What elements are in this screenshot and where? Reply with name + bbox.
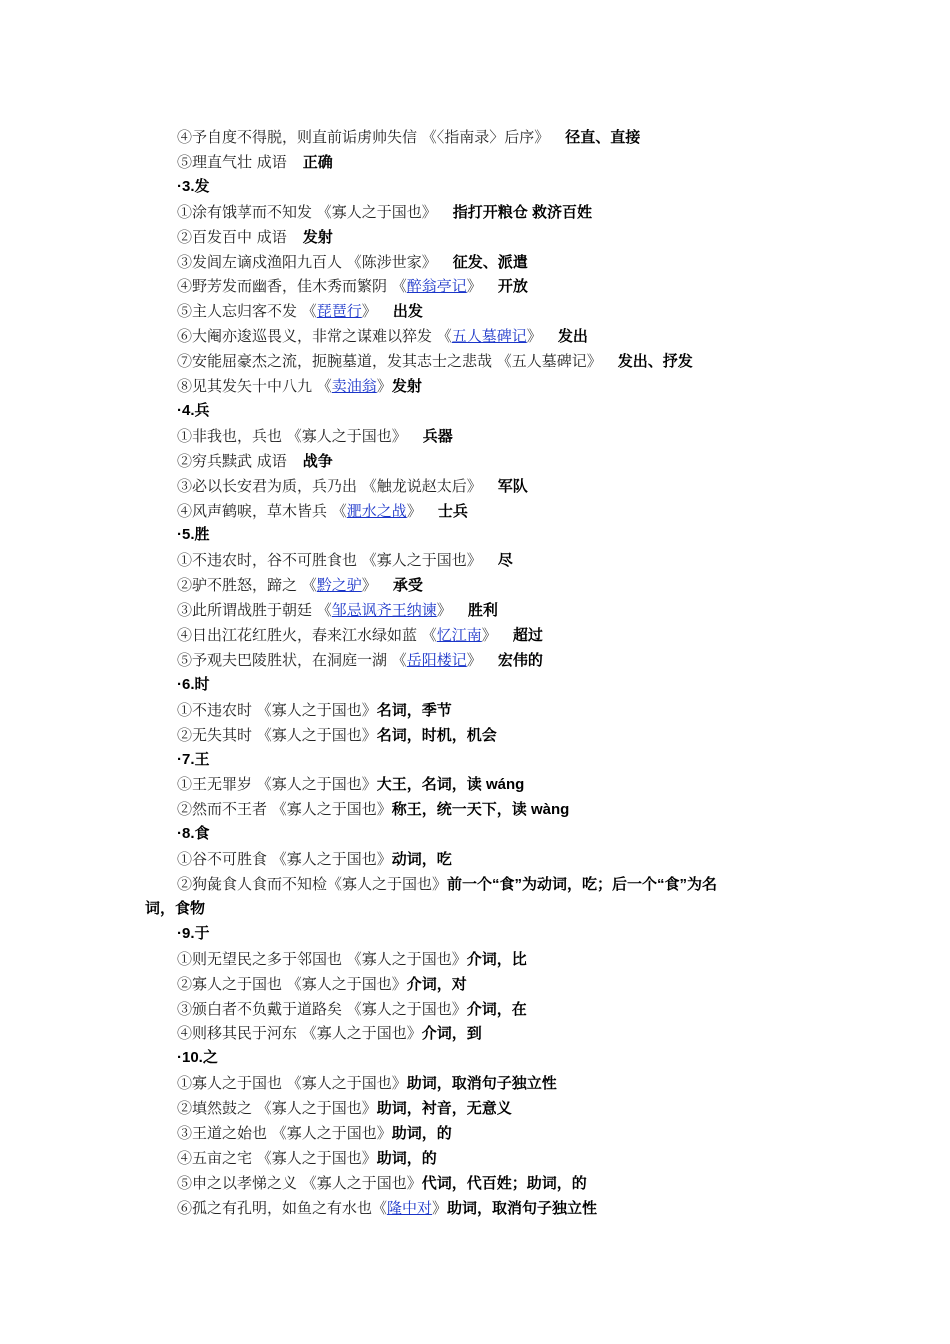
example-text: ③此所谓战胜于朝廷 《	[177, 601, 332, 619]
meaning-text: 名词，季节	[376, 702, 452, 719]
entry-line	[177, 1148, 817, 1169]
meaning-text: 介词，到	[421, 1025, 482, 1042]
source-bracket: 》	[466, 277, 482, 295]
entry-line	[177, 650, 817, 671]
example-text: ①则无望民之多于邻国也 《寡人之于国也》	[177, 950, 467, 968]
entry-line	[177, 351, 817, 372]
meaning-text: 动词，吃	[391, 851, 452, 868]
example-text: ②驴不胜怒，蹄之 《	[177, 576, 317, 594]
entry-line	[177, 1198, 817, 1219]
entry-line	[177, 501, 817, 522]
meaning-text: 发射	[302, 229, 333, 246]
source-bracket: 》	[361, 576, 377, 594]
entry-line	[177, 700, 817, 721]
meaning-text: 助词，衬音，无意义	[376, 1100, 512, 1117]
meaning-text: 发射	[391, 378, 422, 395]
example-text: ⑧见其发矢十中八九 《	[177, 377, 332, 395]
source-link[interactable]: 卖油翁	[331, 377, 377, 395]
entry-line	[177, 849, 817, 870]
example-text: ⑤理直气壮 成语	[177, 153, 287, 171]
entry-line	[177, 202, 817, 223]
meaning-text: 兵器	[422, 428, 453, 445]
entry-line	[177, 575, 817, 596]
entry-line	[177, 1023, 817, 1044]
example-text: ⑤予观夫巴陵胜状，在洞庭一湖 《	[177, 651, 407, 669]
source-link[interactable]: 黔之驴	[316, 576, 362, 594]
meaning-text: 士兵	[437, 503, 468, 520]
example-text: ③发闾左谪戍渔阳九百人 《陈涉世家》	[177, 253, 437, 271]
source-link[interactable]: 醉翁亭记	[406, 277, 467, 295]
entry-line	[177, 426, 817, 447]
example-text: ①寡人之于国也 《寡人之于国也》	[177, 1074, 407, 1092]
example-text: ③王道之始也 《寡人之于国也》	[177, 1124, 392, 1142]
meaning-text: 径直、直接	[565, 129, 641, 146]
meaning-text: 称王，统一天下，读 wàng	[391, 801, 570, 818]
example-text: ②无失其时 《寡人之于国也》	[177, 726, 377, 744]
entry-line	[177, 1098, 817, 1119]
example-text: ③必以长安君为质，兵乃出 《触龙说赵太后》	[177, 477, 482, 495]
entry-line	[177, 252, 817, 273]
example-text: ②百发百中 成语	[177, 228, 287, 246]
meaning-text: 介词，对	[406, 976, 467, 993]
example-text: ②寡人之于国也 《寡人之于国也》	[177, 975, 407, 993]
meaning-text: 开放	[497, 278, 528, 295]
example-text: ①不违农时 《寡人之于国也》	[177, 701, 377, 719]
example-text: ④风声鹤唳，草木皆兵 《	[177, 502, 347, 520]
entry-line	[177, 152, 817, 173]
meaning-text: 助词，取消句子独立性	[447, 1200, 598, 1217]
entry-line	[177, 451, 817, 472]
meaning-text: 承受	[392, 577, 423, 594]
example-text: ⑤申之以孝悌之义 《寡人之于国也》	[177, 1174, 422, 1192]
meaning-text: 尽	[497, 552, 513, 569]
example-text: ②穷兵黩武 成语	[177, 452, 287, 470]
entry-line	[177, 600, 817, 621]
section-heading: ·8.食	[177, 825, 210, 842]
entry-line	[177, 999, 817, 1020]
meaning-text: 介词，在	[466, 1001, 527, 1018]
meaning-text: 助词，取消句子独立性	[406, 1075, 557, 1092]
entry-line	[177, 276, 817, 297]
section-heading: ·5.胜	[177, 526, 210, 543]
example-text: ⑥大阉亦逡巡畏义，非常之谋难以猝发 《	[177, 327, 452, 345]
example-text: ①涂有饿莩而不知发 《寡人之于国也》	[177, 203, 437, 221]
meaning-text: 介词，比	[466, 951, 527, 968]
example-text: ②然而不王者 《寡人之于国也》	[177, 800, 392, 818]
meaning-text: 代词，代百姓；助词，的	[421, 1175, 587, 1192]
example-text: ②狗彘食人食而不知检《寡人之于国也》	[177, 875, 448, 893]
section-heading: ·10.之	[177, 1049, 218, 1066]
source-bracket: 》	[361, 302, 377, 320]
example-text: ④则移其民于河东 《寡人之于国也》	[177, 1024, 422, 1042]
entry-line	[177, 625, 817, 646]
section-heading: ·4.兵	[177, 402, 210, 419]
meaning-text: 宏伟的	[497, 652, 543, 669]
entry-line	[177, 1123, 817, 1144]
source-link[interactable]: 忆江南	[436, 626, 482, 644]
example-text: ④野芳发而幽香，佳木秀而繁阴 《	[177, 277, 407, 295]
entry-line	[177, 874, 817, 895]
meaning-text: 胜利	[467, 602, 498, 619]
section-heading: ·7.王	[177, 751, 210, 768]
source-bracket: 》	[481, 626, 497, 644]
source-bracket: 》	[432, 1199, 448, 1217]
section-heading: ·9.于	[177, 925, 210, 942]
example-text: ④日出江花红胜火，春来江水绿如蓝 《	[177, 626, 437, 644]
entry-line	[177, 974, 817, 995]
entry-line	[177, 725, 817, 746]
example-text: ①谷不可胜食 《寡人之于国也》	[177, 850, 392, 868]
example-text: ①不违农时，谷不可胜食也 《寡人之于国也》	[177, 551, 482, 569]
meaning-text: 前一个“食”为动词，吃；后一个“食”为名	[447, 876, 718, 893]
meaning-text: 大王，名词，读 wáng	[376, 776, 525, 793]
example-text: ⑦安能屈豪杰之流，扼腕墓道，发其志士之悲哉 《五人墓碑记》	[177, 352, 602, 370]
meaning-text: 正确	[302, 154, 333, 171]
meaning-text: 征发、派遣	[452, 254, 528, 271]
source-link[interactable]: 隆中对	[387, 1199, 433, 1217]
meaning-text: 发出、抒发	[617, 353, 693, 370]
source-link[interactable]: 邹忌讽齐王纳谏	[331, 601, 437, 619]
example-text: ①非我也，兵也 《寡人之于国也》	[177, 427, 407, 445]
meaning-text: 超过	[512, 627, 543, 644]
example-text: ⑥孤之有孔明，如鱼之有水也《	[177, 1199, 388, 1217]
source-bracket: 》	[436, 601, 452, 619]
meaning-text: 助词，的	[391, 1125, 452, 1142]
source-link[interactable]: 淝水之战	[346, 502, 407, 520]
source-bracket: 》	[526, 327, 542, 345]
example-text: ④予自度不得脱，则直前诟虏帅失信 《〈指南录〉后序》	[177, 128, 550, 146]
entry-line	[177, 326, 817, 347]
meaning-text: 助词，的	[376, 1150, 437, 1167]
example-text: ⑤主人忘归客不发 《	[177, 302, 317, 320]
source-bracket: 》	[466, 651, 482, 669]
meaning-text: 出发	[392, 303, 423, 320]
example-text: ①王无罪岁 《寡人之于国也》	[177, 775, 377, 793]
source-link[interactable]: 琵琶行	[316, 302, 362, 320]
source-bracket: 》	[376, 377, 392, 395]
source-link[interactable]: 五人墓碑记	[451, 327, 527, 345]
meaning-text: 发出	[557, 328, 588, 345]
entry-line	[177, 1173, 817, 1194]
entry-line	[177, 301, 817, 322]
entry-line	[177, 476, 817, 497]
example-text: ②填然鼓之 《寡人之于国也》	[177, 1099, 377, 1117]
entry-line	[177, 127, 817, 148]
entry-line	[177, 949, 817, 970]
entry-line	[177, 774, 817, 795]
meaning-text: 指打开粮仓 救济百姓	[452, 204, 592, 221]
entry-line	[177, 227, 817, 248]
example-text: ③颁白者不负戴于道路矣 《寡人之于国也》	[177, 1000, 467, 1018]
example-text: ④五亩之宅 《寡人之于国也》	[177, 1149, 377, 1167]
section-heading: ·6.时	[177, 676, 210, 693]
meaning-continuation: 词，食物	[145, 900, 206, 917]
entry-line	[177, 376, 817, 397]
meaning-text: 战争	[302, 453, 333, 470]
meaning-text: 名词，时机，机会	[376, 727, 497, 744]
section-heading: ·3.发	[177, 178, 210, 195]
entry-line	[177, 799, 817, 820]
source-bracket: 》	[406, 502, 422, 520]
source-link[interactable]: 岳阳楼记	[406, 651, 467, 669]
entry-line	[177, 550, 817, 571]
entry-line	[177, 1073, 817, 1094]
meaning-text: 军队	[497, 478, 528, 495]
